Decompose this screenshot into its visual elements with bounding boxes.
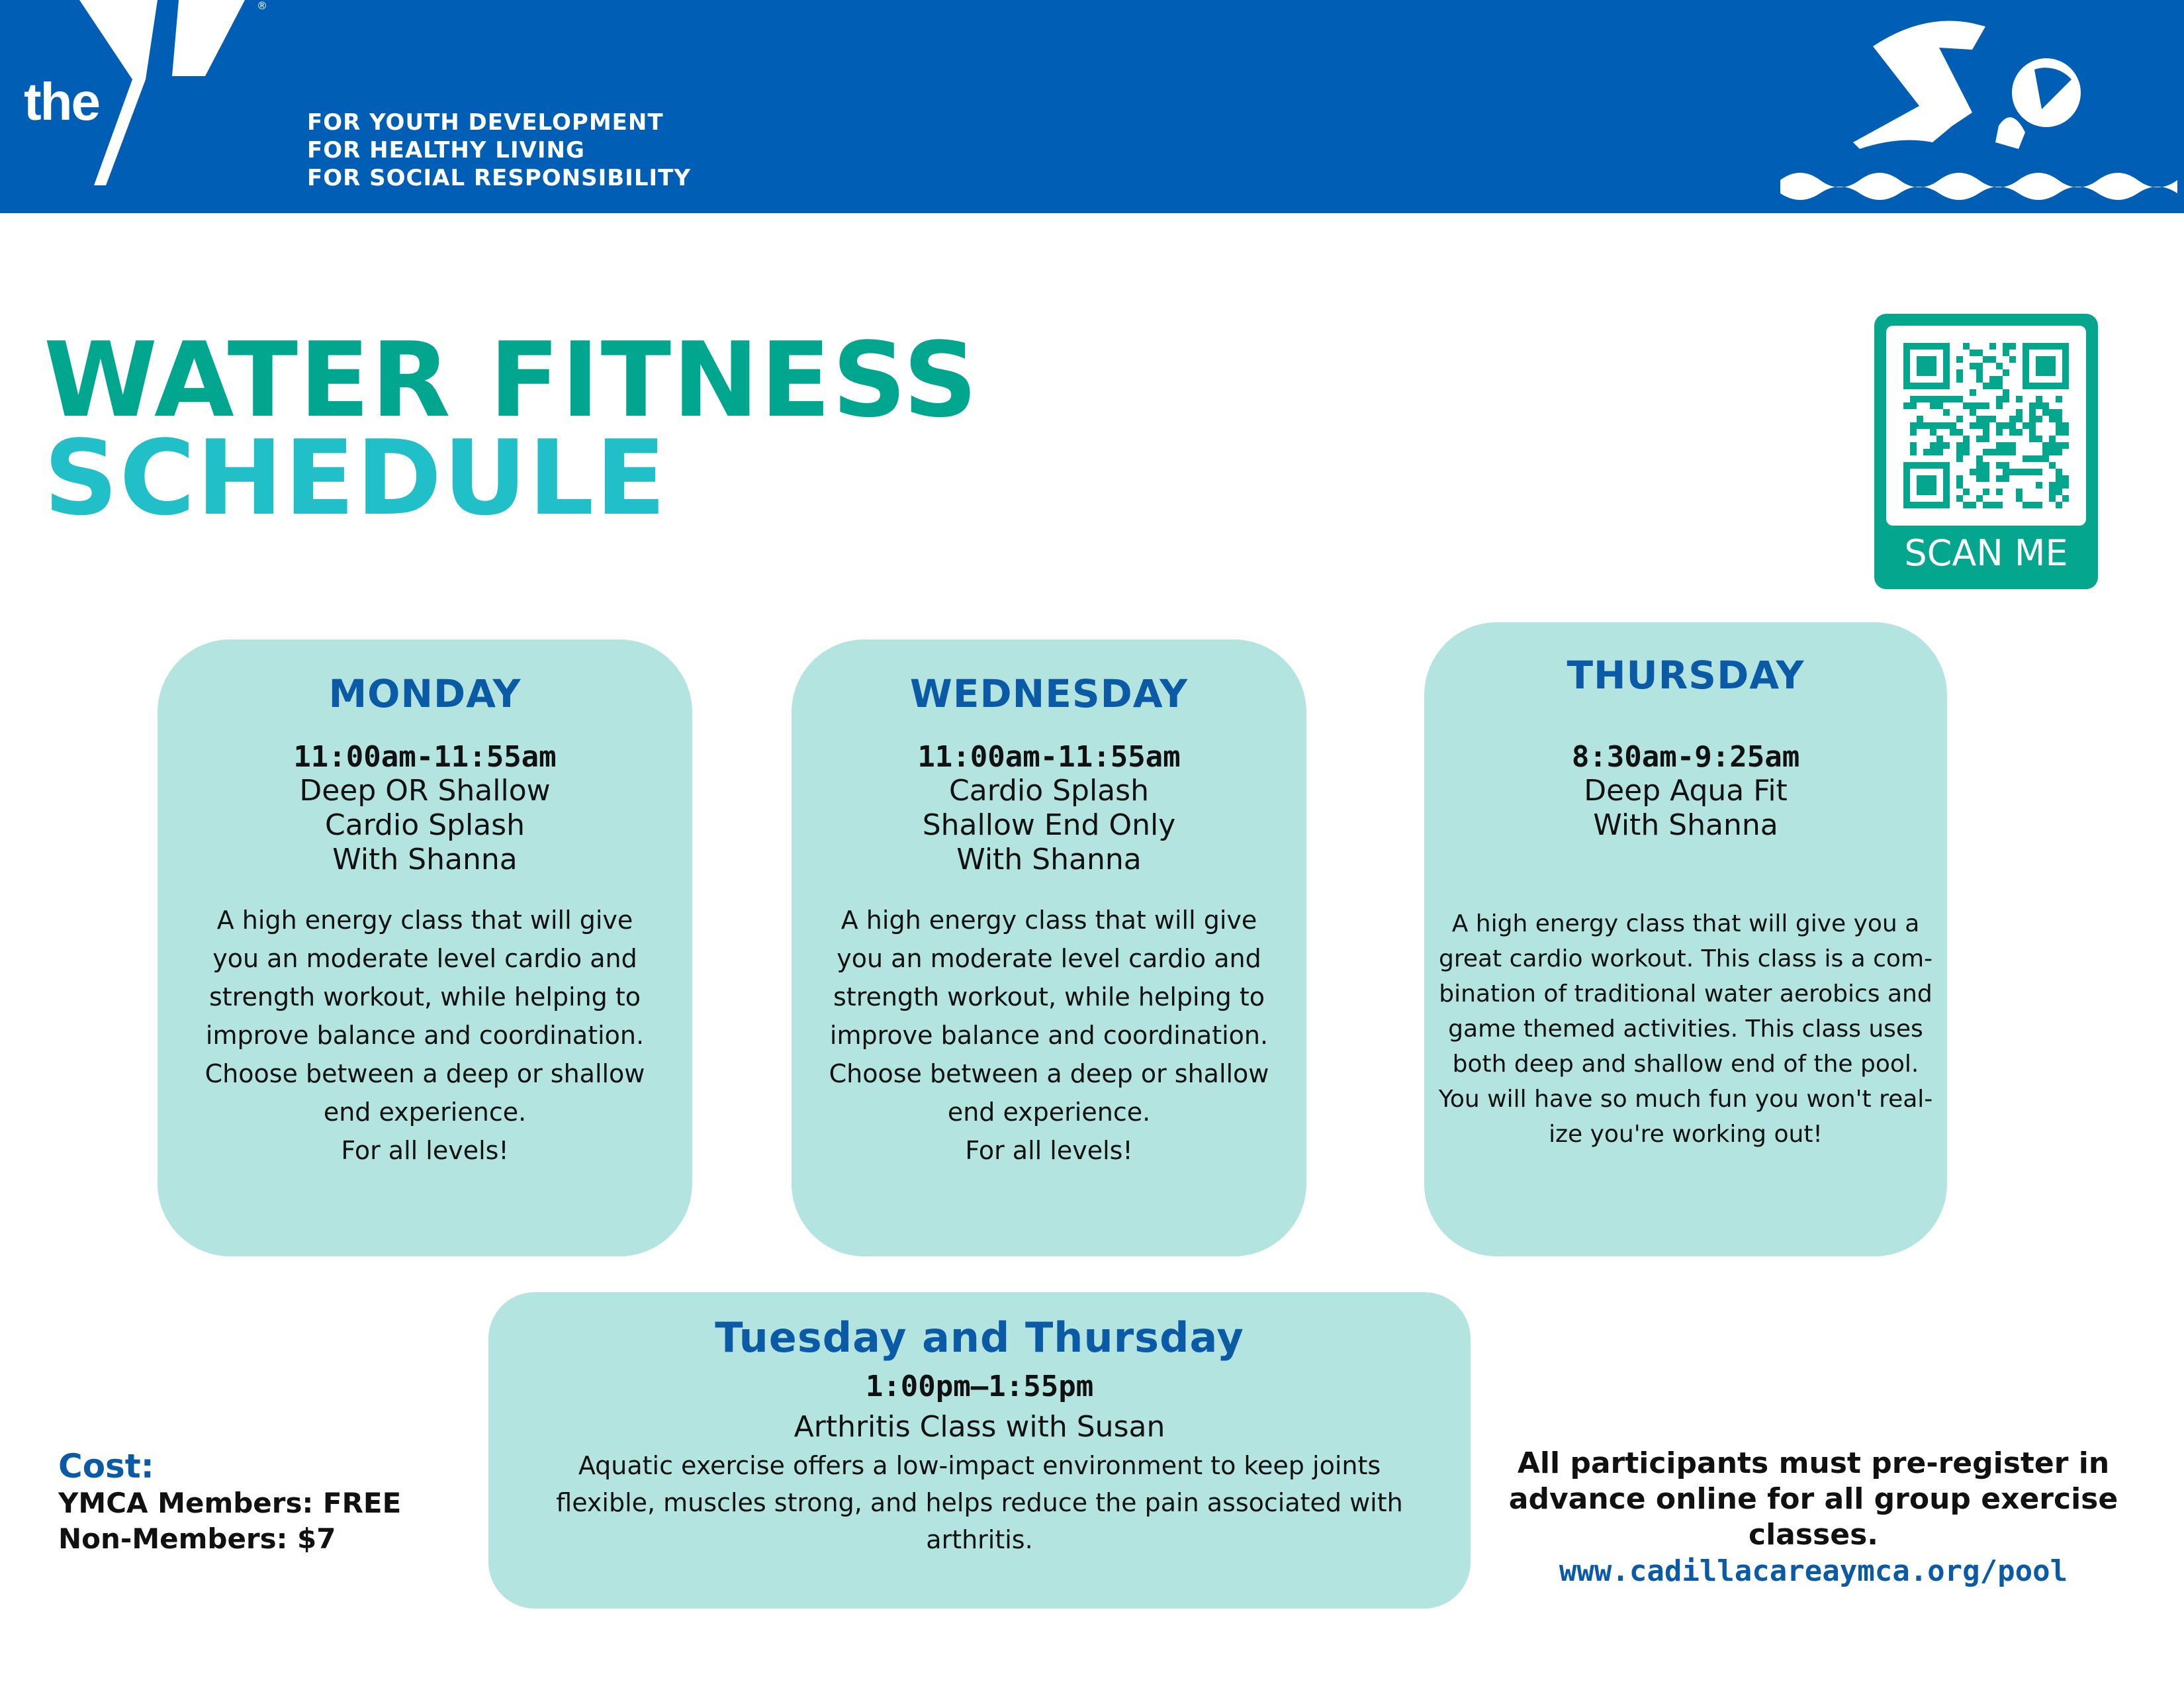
registration-notice <box>1489 1446 2138 1590</box>
tagline-block <box>307 109 691 192</box>
class-card-monday <box>158 639 692 1256</box>
class-day: Tuesday and Thursday <box>715 1313 1244 1362</box>
class-time: 8:30am-9:25am <box>1571 740 1800 774</box>
class-day: THURSDAY <box>1567 653 1805 698</box>
svg-text:®: ® <box>257 0 267 12</box>
class-description: A high energy class that will give you an moderate level cardio and strength workout, while helping to improve balance and coordination. Choose between a deep or shallow end experience. <box>829 906 1269 1127</box>
class-description: A high energy class that will give you a great cardio workout. This class is a com-bination of traditional water aerobics and game themed activities. This class uses both deep and shallow end of the pool. You will have so much fun you won't real-ize you're working out! <box>1438 910 1933 1148</box>
class-time: 11:00am-11:55am <box>293 740 557 774</box>
class-name: Cardio Splash <box>949 774 1149 808</box>
class-card-thursday <box>1424 622 1947 1256</box>
scan-me-label: SCAN ME <box>1904 532 2068 574</box>
header-banner <box>0 0 2184 213</box>
class-instructor: With Shanna <box>956 843 1142 876</box>
ymca-logo-icon <box>79 0 278 199</box>
title-line-schedule: SCHEDULE <box>44 418 668 538</box>
tagline-youth: FOR YOUTH DEVELOPMENT <box>307 109 664 136</box>
cost-non-members: Non-Members: $7 <box>58 1523 336 1555</box>
logo-the-text: the <box>24 72 99 131</box>
class-name: Cardio Splash <box>325 808 525 842</box>
tagline-healthy-living: FOR HEALTHY LIVING <box>307 137 585 164</box>
swimmer-icon <box>1780 7 2177 205</box>
cost-block <box>58 1447 401 1557</box>
class-instructor: With Shanna <box>1593 808 1778 842</box>
class-time: 11:00am-11:55am <box>917 740 1181 774</box>
logo-ymca-text: YMCA <box>161 134 197 189</box>
class-card-tuesday-thursday <box>488 1292 1471 1609</box>
cost-title: Cost: <box>58 1447 154 1485</box>
class-name: Deep Aqua Fit <box>1584 774 1788 808</box>
class-card-wednesday <box>792 639 1306 1256</box>
registration-url-link[interactable]: www.cadillacareaymca.org/pool <box>1559 1554 2068 1588</box>
cost-members: YMCA Members: FREE <box>58 1487 402 1519</box>
class-level-note: For all levels! <box>341 1136 509 1165</box>
registration-notice-text: All participants must pre-register in advance online for all group exercise classes. <box>1508 1446 2118 1552</box>
qr-code-frame <box>1886 326 2086 526</box>
class-time: 1:00pm—1:55pm <box>865 1370 1094 1403</box>
title-line-water-fitness: WATER FITNESS <box>44 320 979 440</box>
class-name: Arthritis Class with Susan <box>794 1410 1165 1444</box>
class-level-note: For all levels! <box>965 1136 1133 1165</box>
qr-code-panel[interactable] <box>1874 314 2098 589</box>
class-type: Deep OR Shallow <box>299 774 551 808</box>
class-description: A high energy class that will give you an moderate level cardio and strength workout, while helping to improve balance and coordination. Choose between a deep or shallow end experience. <box>205 906 645 1127</box>
class-day: WEDNESDAY <box>909 671 1189 716</box>
page-title <box>44 320 979 538</box>
class-instructor: With Shanna <box>332 843 518 876</box>
class-day: MONDAY <box>328 671 522 716</box>
class-location: Shallow End Only <box>922 808 1176 842</box>
tagline-social-responsibility: FOR SOCIAL RESPONSIBILITY <box>307 165 691 191</box>
class-description: Aquatic exercise offers a low-impact environment to keep joints flexible, muscles strong, and helps reduce the pain associated with arthritis. <box>556 1451 1403 1554</box>
qr-code-icon <box>1903 343 2069 508</box>
